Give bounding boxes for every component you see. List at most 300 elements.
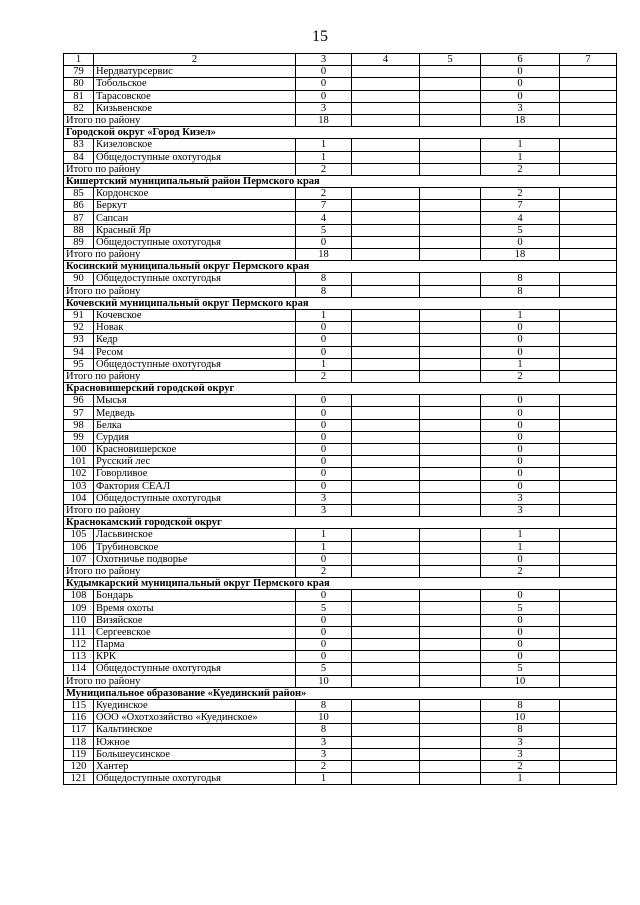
section-row [64,261,617,273]
total-label: Итого по району [64,675,296,687]
row-name: Общедоступные охотугодья [94,151,296,163]
row-col3: 5 [296,663,352,675]
row-col4 [352,736,420,748]
total-col3: 10 [296,675,352,687]
row-col4 [352,602,420,614]
row-col4 [352,431,420,443]
row-number: 111 [64,626,94,638]
section-row [64,297,617,309]
row-name: Сурдия [94,431,296,443]
total-col7 [560,114,617,126]
row-col7 [560,407,617,419]
row-number: 103 [64,480,94,492]
row-col4 [352,614,420,626]
row-col7 [560,236,617,248]
row-name: Трубиновское [94,541,296,553]
row-col5 [420,626,481,638]
row-col4 [352,663,420,675]
row-col5 [420,760,481,772]
row-col4 [352,444,420,456]
table-row [64,358,617,370]
row-col4 [352,492,420,504]
row-col5 [420,78,481,90]
table-row [64,529,617,541]
row-col3: 0 [296,322,352,334]
row-col3: 1 [296,151,352,163]
total-col7 [560,285,617,297]
row-col4 [352,309,420,321]
row-col7 [560,468,617,480]
total-col4 [352,249,420,261]
row-col4 [352,66,420,78]
row-name: Сапсан [94,212,296,224]
total-row [64,114,617,126]
row-name: Кизьвенское [94,102,296,114]
row-col6: 0 [481,395,560,407]
table-row [64,334,617,346]
row-col7 [560,90,617,102]
table-row [64,200,617,212]
row-col7 [560,224,617,236]
table-row [64,480,617,492]
row-col7 [560,309,617,321]
row-col7 [560,188,617,200]
row-col6: 8 [481,273,560,285]
row-col7 [560,78,617,90]
row-col6: 5 [481,663,560,675]
section-title: Кудымкарский муниципальный округ Пермского края [64,578,617,590]
table-row [64,431,617,443]
row-number: 115 [64,699,94,711]
table-row [64,212,617,224]
total-col6: 18 [481,114,560,126]
row-name: Бондарь [94,590,296,602]
table-row [64,236,617,248]
row-col6: 8 [481,699,560,711]
row-col6: 0 [481,651,560,663]
row-name: Мысья [94,395,296,407]
section-row [64,578,617,590]
table-row [64,760,617,772]
row-col3: 0 [296,456,352,468]
row-name: Фактория СЕАЛ [94,480,296,492]
table-row [64,553,617,565]
row-col3: 1 [296,309,352,321]
total-row [64,249,617,261]
row-name: Нердватурсервис [94,66,296,78]
row-col4 [352,456,420,468]
row-col7 [560,200,617,212]
row-col3: 3 [296,748,352,760]
section-row [64,383,617,395]
row-number: 101 [64,456,94,468]
row-col6: 8 [481,724,560,736]
row-col7 [560,139,617,151]
row-col6: 0 [481,626,560,638]
row-col3: 0 [296,419,352,431]
row-name: Хантер [94,760,296,772]
row-col7 [560,699,617,711]
row-col5 [420,602,481,614]
table-row [64,773,617,785]
row-col4 [352,273,420,285]
row-col7 [560,736,617,748]
row-col4 [352,773,420,785]
row-col3: 0 [296,480,352,492]
row-name: Беркут [94,200,296,212]
row-col7 [560,712,617,724]
row-name: Кедр [94,334,296,346]
row-col7 [560,626,617,638]
total-row [64,285,617,297]
row-number: 79 [64,66,94,78]
row-col6: 3 [481,748,560,760]
row-col6: 1 [481,309,560,321]
row-number: 81 [64,90,94,102]
row-col3: 8 [296,724,352,736]
row-col4 [352,151,420,163]
row-name: Ресом [94,346,296,358]
row-col6: 0 [481,90,560,102]
row-col5 [420,724,481,736]
row-col6: 3 [481,102,560,114]
row-col4 [352,760,420,772]
section-title: Краснокамский городской округ [64,517,617,529]
total-col4 [352,504,420,516]
row-col4 [352,236,420,248]
row-col5 [420,200,481,212]
row-col6: 0 [481,480,560,492]
header-cell-3: 3 [296,54,352,66]
row-col3: 1 [296,139,352,151]
row-col5 [420,188,481,200]
table-row [64,456,617,468]
row-col7 [560,273,617,285]
row-name: Русский лес [94,456,296,468]
row-col4 [352,395,420,407]
row-number: 85 [64,188,94,200]
row-col7 [560,492,617,504]
header-cell-4: 4 [352,54,420,66]
row-col4 [352,480,420,492]
row-col4 [352,224,420,236]
row-col6: 0 [481,419,560,431]
row-number: 106 [64,541,94,553]
total-col6: 3 [481,504,560,516]
row-number: 116 [64,712,94,724]
row-col3: 3 [296,736,352,748]
total-label: Итого по району [64,285,296,297]
row-col6: 0 [481,66,560,78]
row-col5 [420,541,481,553]
row-number: 105 [64,529,94,541]
row-col5 [420,309,481,321]
row-col5 [420,492,481,504]
table-body [64,54,617,785]
total-col7 [560,370,617,382]
row-col4 [352,102,420,114]
row-col3: 0 [296,614,352,626]
row-name: Общедоступные охотугодья [94,492,296,504]
table-row [64,90,617,102]
row-col4 [352,590,420,602]
row-col3: 3 [296,102,352,114]
row-name: Большеусинское [94,748,296,760]
row-col7 [560,639,617,651]
row-col5 [420,529,481,541]
row-name: Тобольское [94,78,296,90]
row-number: 93 [64,334,94,346]
row-name: Белка [94,419,296,431]
row-number: 80 [64,78,94,90]
row-col4 [352,78,420,90]
total-col6: 8 [481,285,560,297]
row-col7 [560,663,617,675]
total-col6: 2 [481,565,560,577]
table-row [64,407,617,419]
row-number: 100 [64,444,94,456]
row-col6: 2 [481,760,560,772]
section-row [64,127,617,139]
row-col3: 5 [296,602,352,614]
total-col4 [352,163,420,175]
row-name: Тарасовское [94,90,296,102]
section-title: Городской округ «Город Кизел» [64,127,617,139]
row-col5 [420,358,481,370]
row-col3: 1 [296,529,352,541]
total-label: Итого по району [64,565,296,577]
row-col3: 0 [296,553,352,565]
row-col5 [420,456,481,468]
row-col3: 1 [296,358,352,370]
row-col5 [420,419,481,431]
row-col5 [420,712,481,724]
row-col5 [420,663,481,675]
total-col5 [420,163,481,175]
total-row [64,370,617,382]
row-col4 [352,139,420,151]
row-col3: 0 [296,431,352,443]
total-row [64,163,617,175]
row-number: 102 [64,468,94,480]
row-col4 [352,699,420,711]
row-name: Кизеловское [94,139,296,151]
row-number: 121 [64,773,94,785]
table-row [64,614,617,626]
row-col6: 4 [481,212,560,224]
row-name: Южное [94,736,296,748]
row-col7 [560,444,617,456]
total-col5 [420,675,481,687]
row-col7 [560,602,617,614]
row-col5 [420,748,481,760]
row-col5 [420,736,481,748]
row-col3: 8 [296,273,352,285]
row-name: Общедоступные охотугодья [94,358,296,370]
header-cell-5: 5 [420,54,481,66]
row-number: 109 [64,602,94,614]
row-col7 [560,541,617,553]
row-col3: 0 [296,590,352,602]
table-row [64,651,617,663]
row-col3: 0 [296,444,352,456]
row-number: 88 [64,224,94,236]
row-number: 120 [64,760,94,772]
row-col3: 0 [296,66,352,78]
row-col4 [352,346,420,358]
row-col5 [420,212,481,224]
row-col7 [560,760,617,772]
table-row [64,66,617,78]
total-col3: 18 [296,114,352,126]
row-number: 113 [64,651,94,663]
row-number: 119 [64,748,94,760]
row-col5 [420,224,481,236]
row-col3: 0 [296,626,352,638]
row-number: 83 [64,139,94,151]
row-number: 96 [64,395,94,407]
table-row [64,188,617,200]
row-col5 [420,395,481,407]
total-col5 [420,565,481,577]
total-col3: 2 [296,163,352,175]
table-row [64,663,617,675]
row-name: Охотничье подворье [94,553,296,565]
row-col3: 0 [296,468,352,480]
row-number: 99 [64,431,94,443]
row-col3: 0 [296,395,352,407]
total-label: Итого по району [64,249,296,261]
table-row [64,541,617,553]
row-col4 [352,212,420,224]
row-name: Парма [94,639,296,651]
row-col3: 0 [296,78,352,90]
row-col3: 0 [296,651,352,663]
row-col7 [560,151,617,163]
row-name: Общедоступные охотугодья [94,663,296,675]
row-col6: 0 [481,553,560,565]
row-number: 91 [64,309,94,321]
row-col6: 1 [481,358,560,370]
row-col4 [352,200,420,212]
row-col4 [352,529,420,541]
total-col5 [420,504,481,516]
row-col7 [560,358,617,370]
total-col6: 10 [481,675,560,687]
row-col7 [560,553,617,565]
row-col3: 0 [296,236,352,248]
header-cell-1: 1 [64,54,94,66]
row-col4 [352,334,420,346]
row-col3: 1 [296,773,352,785]
row-col4 [352,712,420,724]
data-table [63,53,617,785]
row-col4 [352,639,420,651]
row-col6: 0 [481,322,560,334]
row-name: Кальтинское [94,724,296,736]
row-col4 [352,724,420,736]
row-col6: 5 [481,224,560,236]
row-col3: 2 [296,760,352,772]
row-name: Куединское [94,699,296,711]
row-col3: 0 [296,334,352,346]
row-col6: 0 [481,639,560,651]
row-name: Общедоступные охотугодья [94,273,296,285]
total-col7 [560,249,617,261]
header-row [64,54,617,66]
row-col7 [560,614,617,626]
total-row [64,675,617,687]
row-col4 [352,553,420,565]
row-col5 [420,480,481,492]
row-number: 118 [64,736,94,748]
row-name: Визяйское [94,614,296,626]
row-col5 [420,468,481,480]
section-title: Косинский муниципальный округ Пермского края [64,261,617,273]
row-col5 [420,444,481,456]
row-col7 [560,102,617,114]
row-name: Общедоступные охотугодья [94,236,296,248]
total-col3: 2 [296,370,352,382]
section-row [64,687,617,699]
row-col6: 1 [481,773,560,785]
row-col7 [560,590,617,602]
table-row [64,395,617,407]
table-row [64,748,617,760]
row-col5 [420,651,481,663]
row-col5 [420,151,481,163]
row-col7 [560,651,617,663]
total-col3: 3 [296,504,352,516]
row-col3: 0 [296,407,352,419]
row-name: Кордонское [94,188,296,200]
row-name: Красновишерское [94,444,296,456]
table-row [64,602,617,614]
total-col6: 2 [481,163,560,175]
row-col3: 10 [296,712,352,724]
row-number: 108 [64,590,94,602]
row-col7 [560,395,617,407]
row-col6: 0 [481,590,560,602]
row-number: 117 [64,724,94,736]
row-col5 [420,639,481,651]
row-number: 104 [64,492,94,504]
row-col4 [352,748,420,760]
table-row [64,444,617,456]
row-col5 [420,553,481,565]
total-col6: 2 [481,370,560,382]
row-col5 [420,322,481,334]
row-col4 [352,541,420,553]
row-number: 110 [64,614,94,626]
row-col4 [352,468,420,480]
row-col4 [352,358,420,370]
row-col5 [420,139,481,151]
table-row [64,699,617,711]
row-col6: 0 [481,78,560,90]
row-number: 107 [64,553,94,565]
row-name: ООО «Охотхозяйство «Куединское» [94,712,296,724]
row-col6: 0 [481,346,560,358]
row-col4 [352,626,420,638]
row-col6: 1 [481,541,560,553]
row-name: Кочевское [94,309,296,321]
row-col3: 0 [296,639,352,651]
table-row [64,322,617,334]
row-number: 82 [64,102,94,114]
row-col3: 2 [296,188,352,200]
table-row [64,626,617,638]
